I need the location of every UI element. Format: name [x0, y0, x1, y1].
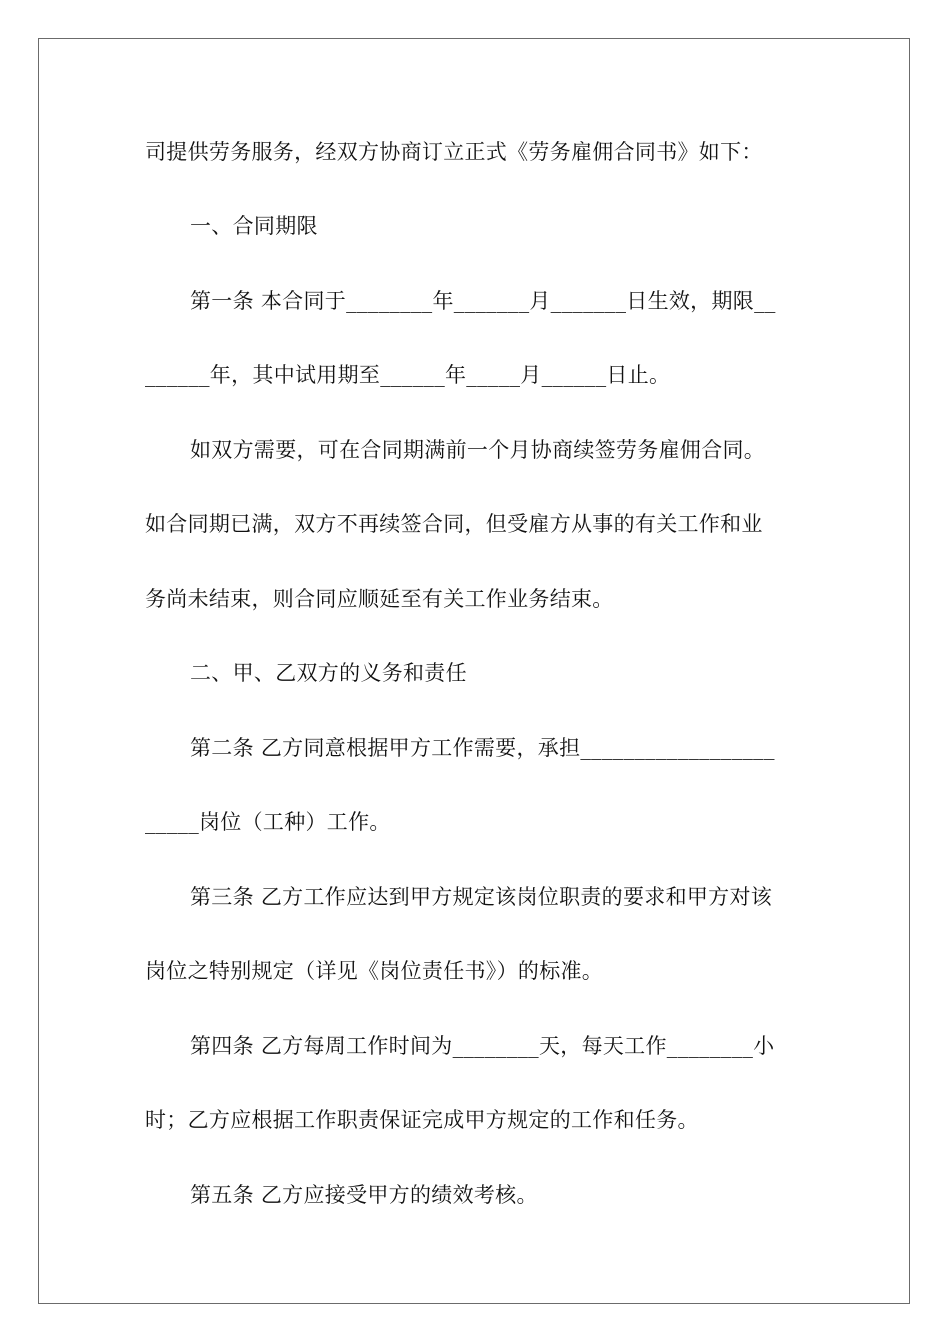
article-2-continued-line: _____岗位（工种）工作。: [145, 810, 391, 834]
article-1-line: 第一条 本合同于________年_______月_______日生效，期限__: [190, 289, 776, 313]
article-3-continued-line: 岗位之特别规定（详见《岗位责任书》）的标准。: [145, 959, 604, 983]
section-heading-duties: 二、甲、乙双方的义务和责任: [190, 661, 467, 685]
paragraph-line: 司提供劳务服务，经双方协商订立正式《劳务雇佣合同书》如下：: [145, 140, 763, 164]
article-4-continued-line: 时；乙方应根据工作职责保证完成甲方规定的工作和任务。: [145, 1108, 699, 1132]
article-1-continued-line: ______年，其中试用期至______年_____月______日止。: [145, 363, 671, 387]
article-5-line: 第五条 乙方应接受甲方的绩效考核。: [190, 1183, 538, 1207]
renewal-paragraph-line: 如双方需要，可在合同期满前一个月协商续签劳务雇佣合同。: [190, 438, 766, 462]
article-4-line: 第四条 乙方每周工作时间为________天，每天工作________小: [190, 1034, 775, 1058]
article-2-line: 第二条 乙方同意根据甲方工作需要，承担__________________: [190, 736, 775, 760]
renewal-paragraph-line: 如合同期已满，双方不再续签合同，但受雇方从事的有关工作和业: [145, 512, 763, 536]
article-3-line: 第三条 乙方工作应达到甲方规定该岗位职责的要求和甲方对该: [190, 885, 773, 909]
renewal-paragraph-line: 务尚未结束，则合同应顺延至有关工作业务结束。: [145, 587, 614, 611]
section-heading-term: 一、合同期限: [190, 214, 318, 238]
